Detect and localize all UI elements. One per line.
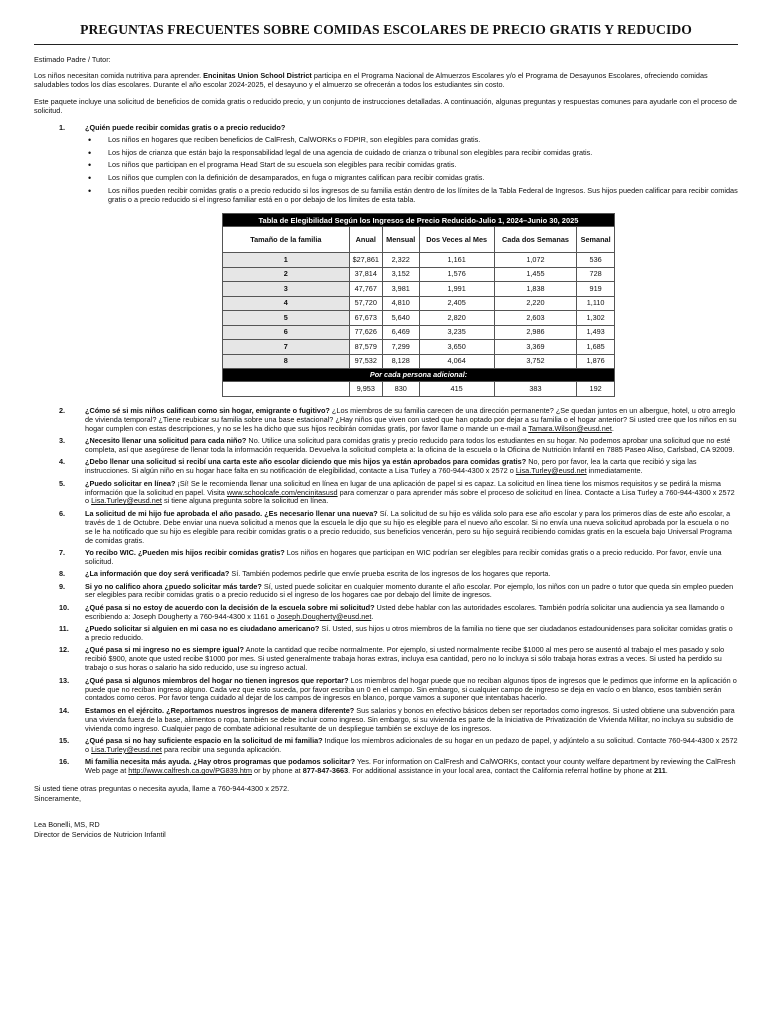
additional-person-row [223, 382, 615, 397]
table-row [223, 267, 615, 282]
table-cell: 67,673 [349, 311, 382, 326]
faq-number: 14. [59, 705, 70, 715]
table-cell: 919 [577, 282, 615, 297]
faq-list [34, 124, 738, 397]
faq-number: 11. [59, 624, 69, 634]
table-row [223, 253, 615, 268]
table-cell: 1,493 [577, 325, 615, 340]
closing-block [34, 785, 738, 840]
faq-item-1 [34, 124, 738, 397]
faq-answer-text: Sí. Usted, sus hijos u otros miembros de la familia no tiene que ser ciudadanos estadounidenses para solicitar comidas gratis o a precio reducido. [85, 624, 733, 643]
table-row [223, 354, 615, 369]
table-header-cell: Anual [349, 227, 382, 253]
bullet-item: • Los niños en hogares que reciben beneficios de CalFresh, CalWORKs o FDPIR, son elegibles para comidas gratis. [85, 136, 738, 145]
table-row [223, 282, 615, 297]
table-cell: 536 [577, 253, 615, 268]
table-cell: 1,576 [419, 267, 494, 282]
table-cell: 2,603 [494, 311, 577, 326]
faq-item-4 [34, 458, 738, 476]
faq-item-10 [34, 604, 738, 622]
table-cell: 3,752 [494, 354, 577, 369]
faq-answer-text: Usted debe hablar con las autoridades escolares. También podría solicitar una audiencia ya sea llamando o escribiendo a: Joseph Dougherty a 760-944-4300 x 1161 o [85, 602, 725, 621]
faq-item-5 [34, 480, 738, 507]
bold-text: 211 [653, 766, 666, 776]
faq-number: 13. [59, 675, 70, 685]
faq-item-13 [34, 677, 738, 704]
greeting: Estimado Padre / Tutor: [34, 54, 111, 64]
intro-paragraph-1: Los niños necesitan comida nutritiva para aprender. Encinitas Union School District participa en el Programa Nacional de Almuerzos Escolares y/o el Programa de Desayunos Escolares, ofreciendo comidas saludables todos los días escolares. Durante el año escolar 2024-2025, el desayuno y el almuerzo se ofrecerán a todos los estudiantes sin costo. [34, 71, 708, 90]
bullet-item: • Los niños que participan en el programa Head Start de su escuela son elegibles para recibir comidas gratis. [85, 161, 738, 170]
faq-answer-text: ¿Los miembros de su familia carecen de una dirección permanente? ¿Se quedan juntos en un albergue, hotel, u otro arreglo de vivienda temporal? ¿Tiene reubicar su familia sobre una base estacional? ¿Hay niños que viven con usted que han optado por dejar a su familia o el hogar anterior? Si usted cree que los niños en su hogar cumplen con estas descripciones, y no se les ha dicho que sus hijos recibirán comidas gratis, por favor llame o mande un e-mail a [85, 405, 737, 433]
faq-number: 8. [59, 569, 66, 579]
faq-item-3 [34, 437, 738, 455]
family-size-cell: 6 [223, 325, 350, 340]
signer-name: Lea Bonelli, MS, RD [34, 819, 100, 829]
closing-salutation: Sinceramente, [34, 793, 82, 803]
faq-question: ¿Debo llenar una solicitud si recibí una carta este año escolar diciendo que mis hijos ya están aprobados para comidas gratis? [85, 457, 527, 467]
table-cell: 97,532 [349, 354, 382, 369]
table-cell: 1,991 [419, 282, 494, 297]
contact-link[interactable]: Tamara.Wilson@eusd.net [528, 423, 612, 433]
faq-question: ¿Quién puede recibir comidas gratis o a precio reducido? [85, 123, 286, 133]
faq-answer-text: Indique los miembros adicionales de su hogar en un pedazo de papel, y adjúntelo a su solicitud. Contacte 760-944-4300 x 2572 o [85, 735, 738, 754]
table-title-row [223, 214, 615, 227]
faq-answer-text: . [371, 611, 374, 621]
page-title: PREGUNTAS FRECUENTES SOBRE COMIDAS ESCOLARES DE PRECIO GRATIS Y REDUCIDO [80, 22, 692, 37]
faq-answer-text: No. Utilice una solicitud para comidas gratis y precio reducido para todos los estudiantes en su hogar. No podemos aprobar una solicitud que no esté completa, así que asegúrese de llenar toda la información requerida. Devuelva la solicitud completa a: la oficina de la escuela o la Oficina de Nutrición Infantil en 7885 Paseo Aliso, Carlsbad, CA 92009. [85, 436, 735, 455]
contact-link[interactable]: Lisa.Turley@eusd.net [91, 496, 162, 506]
table-cell: 1,685 [577, 340, 615, 355]
faq-answer-text: Yes. For information on CalFresh and CalWORKs, contact your county welfare department by reviewing the CalFresh Web page at [85, 757, 736, 776]
faq-answer-text: Sus salarios y bonos en efectivo básicos deben ser reportados como ingresos. Si usted obtiene una subvención para una vivienda fuera de la base, alimentos o ropa, también se debe incluir como ingreso. Sin embargo, si su vivienda es parte de la Iniciativa de Privatización de Vivienda Militar, no incluya su subsidio de vivienda como ingreso. Cualquier pago de combate adicional resultante de un despliegue también se excluye de los ingresos. [85, 705, 735, 733]
faq-question: ¿Necesito llenar una solicitud para cada niño? [85, 436, 247, 446]
income-table-wrapper [85, 213, 738, 397]
bullet-item: • Los niños que cumplen con la definición de desamparados, en fuga o migrantes califican para recibir comidas gratis. [85, 174, 738, 183]
table-cell: 7,299 [382, 340, 419, 355]
table-cell: 3,235 [419, 325, 494, 340]
contact-link[interactable]: www.schoolcafe.com/encinitasusd [226, 487, 338, 497]
table-cell [223, 382, 350, 397]
faq-question: ¿Puedo solicitar si alguien en mi casa no es ciudadano americano? [85, 624, 320, 634]
table-cell: 2,405 [419, 296, 494, 311]
table-cell: 3,152 [382, 267, 419, 282]
faq-item-9 [34, 583, 738, 601]
family-size-cell: 7 [223, 340, 350, 355]
table-cell: 192 [577, 382, 615, 397]
table-cell: 1,302 [577, 311, 615, 326]
table-cell: 3,369 [494, 340, 577, 355]
table-cell: 1,876 [577, 354, 615, 369]
bold-text: 877-847-3663 [302, 766, 349, 776]
table-cell: 3,981 [382, 282, 419, 297]
income-eligibility-table [222, 213, 615, 397]
faq-item-15 [34, 737, 738, 755]
faq-answer-text: si tiene alguna pregunta sobre la solicitud en línea. [161, 496, 329, 506]
faq-number: 7. [59, 547, 66, 557]
table-cell: 5,640 [382, 311, 419, 326]
faq-number: 10. [59, 602, 70, 612]
table-body [223, 253, 615, 369]
contact-link[interactable]: http://www.calfresh.ca.gov/PG839.htm [128, 766, 252, 776]
faq-question: ¿Puedo solicitar en línea? [85, 478, 176, 488]
faq-number: 4. [59, 457, 66, 467]
table-header-cell: Dos Veces al Mes [419, 227, 494, 253]
family-size-cell: 2 [223, 267, 350, 282]
table-header-cell: Tamaño de la familia [223, 227, 350, 253]
faq-number: 16. [59, 757, 70, 767]
faq-list-continued [34, 407, 738, 776]
family-size-cell: 4 [223, 296, 350, 311]
faq-answer-text: Sí, usted puede solicitar en cualquier momento durante el año escolar. Por ejemplo, los niños con un padre o tutor que queda sin empleo pueden ser elegibles para recibir comidas gratis o a precio reducido si el ingreso de los hogares cae por debajo del límite de ingresos. [85, 581, 734, 600]
additional-label-row [223, 369, 615, 382]
district-name: Encinitas Union School District [203, 71, 312, 81]
faq-answer-text: Sí. También podemos pedirle que envíe prueba escrita de los ingresos de los hogares que reporta. [229, 569, 551, 579]
table-cell: 1,455 [494, 267, 577, 282]
table-header-cell: Semanal [577, 227, 615, 253]
faq-question: Yo recibo WIC. ¿Pueden mis hijos recibir comidas gratis? [85, 547, 285, 557]
faq-number: 15. [59, 735, 70, 745]
intro-paragraph-2: Este paquete incluye una solicitud de beneficios de comida gratis o reducido precio, y un conjunto de instrucciones detalladas. A continuación, algunas preguntas y respuestas comunes para ayudarle con el proceso de solicitud. [34, 97, 737, 116]
faq-item-16 [34, 758, 738, 776]
signer-role: Director de Servicios de Nutricion Infantil [34, 829, 166, 839]
faq-number: 9. [59, 581, 66, 591]
family-size-cell: 1 [223, 253, 350, 268]
table-row [223, 325, 615, 340]
table-header-cell: Mensual [382, 227, 419, 253]
faq-question: ¿La información que doy será verificada? [85, 569, 230, 579]
additional-person-label: Por cada persona adicional: [223, 369, 615, 382]
family-size-cell: 3 [223, 282, 350, 297]
table-row [223, 311, 615, 326]
faq-item-2 [34, 407, 738, 434]
contact-link[interactable]: Lisa.Turley@eusd.net [91, 744, 162, 754]
eligibility-bullets [85, 136, 738, 205]
table-cell: 37,814 [349, 267, 382, 282]
family-size-cell: 8 [223, 354, 350, 369]
table-cell: 4,064 [419, 354, 494, 369]
table-cell: 57,720 [349, 296, 382, 311]
faq-item-8 [34, 570, 738, 579]
faq-answer-text: . [665, 766, 668, 776]
faq-answer-text: or by phone at [251, 766, 303, 776]
faq-number: 5. [59, 478, 66, 488]
table-row [223, 296, 615, 311]
table-row [223, 340, 615, 355]
faq-answer-text: No, pero por favor, lea la carta que recibió y siga las instrucciones. Si algún niño en su hogar hace falta en su notificación de elegibilidad, contacte a Lisa Turley a 760-944-4300 x 2572 o [85, 457, 697, 476]
table-cell: 3,650 [419, 340, 494, 355]
table-cell: 6,469 [382, 325, 419, 340]
table-cell: 415 [419, 382, 494, 397]
faq-number: 6. [59, 508, 66, 518]
faq-question: ¿Qué pasa si algunos miembros del hogar no tienen ingresos que reportar? [85, 675, 349, 685]
faq-item-12 [34, 646, 738, 673]
faq-question: ¿Qué pasa si no hay suficiente espacio en la solicitud de mi familia? [85, 735, 323, 745]
faq-number: 3. [59, 436, 66, 446]
closing-line: Si usted tiene otras preguntas o necesita ayuda, llame a 760-944-4300 x 2572. [34, 784, 290, 794]
contact-link[interactable]: Lisa.Turley@eusd.net [515, 466, 587, 476]
faq-answer-text: inmediatamente. [586, 466, 643, 476]
table-cell: 728 [577, 267, 615, 282]
faq-item-7 [34, 549, 738, 567]
table-cell: 1,838 [494, 282, 577, 297]
table-cell: 1,161 [419, 253, 494, 268]
table-header-row [223, 227, 615, 253]
table-cell: 8,128 [382, 354, 419, 369]
bullet-item: • Los hijos de crianza que están bajo la responsabilidad legal de una agencia de cuidado de crianza o tribunal son elegibles para recibir comidas gratis. [85, 149, 738, 158]
faq-answer-text: para comenzar o para aprender más sobre el proceso de solicitud en línea. Contacte a Lisa Turley a 760-944-4300 x 2572 o [85, 487, 735, 506]
faq-question: La solicitud de mi hijo fue aprobada el año pasado. ¿Es necesario llenar una nueva? [85, 508, 378, 518]
table-cell: 2,322 [382, 253, 419, 268]
table-cell: 47,767 [349, 282, 382, 297]
family-size-cell: 5 [223, 311, 350, 326]
table-cell: 4,810 [382, 296, 419, 311]
table-cell: 830 [382, 382, 419, 397]
faq-answer-text: Los miembros del hogar puede que no reciban algunos tipos de ingresos que le pedimos que informe en la aplicación o puede que no reciban ingreso alguno. Cada vez que esto suceda, por favor escriba un 0 en el campo. Sin embargo, si cualquier campo de ingreso se deja en vacío o en blanco, esos también serán contados como ceros. Por favor tenga cuidado al dejar de los campos de ingresos en blanco, porque vamos a suponer que intentabas hacerlo. [85, 675, 737, 703]
faq-number: 2. [59, 405, 66, 415]
table-cell: 383 [494, 382, 577, 397]
contact-link[interactable]: Joseph.Dougherty@eusd.net [276, 611, 372, 621]
bullet-item: • Los niños pueden recibir comidas gratis o a precio reducido si los ingresos de su familia están dentro de los límites de la Tabla Federal de Ingresos. Sus hijos pueden calificar para recibir comidas gratis o a precio reducido si el ingreso familiar está en o por debajo de los límites de esta tabla. [85, 187, 738, 205]
faq-question: ¿Qué pasa si no estoy de acuerdo con la decisión de la escuela sobre mi solicitud? [85, 602, 375, 612]
table-cell: 1,110 [577, 296, 615, 311]
table-cell: 2,820 [419, 311, 494, 326]
table-cell: 77,626 [349, 325, 382, 340]
faq-question: Mi familia necesita más ayuda. ¿Hay otros programas que podamos solicitar? [85, 757, 356, 767]
faq-item-14 [34, 707, 738, 734]
faq-answer-text: Sí. La solicitud de su hijo es válida solo para ese año escolar y para los primeros días de este año escolar, a través de 1 de Octubre. Debe enviar una nueva solicitud a menos que la escuela le dijo que su hijo es elegible para el nuevo año escolar. Si no envía una nueva solicitud aprobada por la escuela o no se le ha notificado que su hijo es elegible para recibir comidas gratis o a precio reducido, sus beneficios vencerán, pero su hijo seguirá recibiendo comidas gratis en la escuela bajo Universal Programa de comidas gratis. [85, 508, 732, 545]
faq-number: 12. [59, 645, 70, 655]
table-cell: 2,986 [494, 325, 577, 340]
faq-question: ¿Cómo sé si mis niños califican como sin hogar, emigrante o fugitivo? [85, 405, 330, 415]
faq-question: ¿Qué pasa si mi ingreso no es siempre igual? [85, 645, 244, 655]
faq-answer-text: . [611, 423, 614, 433]
table-title: Tabla de Elegibilidad Según los Ingresos de Precio Reducido-Julio 1, 2024–Junio 30, 2025 [223, 214, 615, 227]
faq-item-11 [34, 625, 738, 643]
faq-answer-text: . For additional assistance in your local area, contact the California referral hotline by phone at [348, 766, 654, 776]
document-page [34, 22, 738, 841]
faq-answer-text: Anote la cantidad que recibe normalmente. Por ejemplo, si usted normalmente recibe $1000 al mes pero se ausentó al trabajo el mes pasado y solo recibió $900, anote que usted recibe $1000 por mes. Si usted generalmente trabaja horas extras, incluya esa cantidad, pero no lo incluya si sólo trabaja horas extras a veces. Si usted ha perdido su trabajo o sus horas o salario ha sido reducido, use su ingreso actual. [85, 645, 725, 673]
faq-question: Estamos en el ejército. ¿Reportamos nuestros ingresos de manera diferente? [85, 705, 355, 715]
table-header-cell: Cada dos Semanas [494, 227, 577, 253]
faq-answer-text: Los niños en hogares que participan en WIC podrían ser elegibles para recibir comidas gratis o a precio reducido. Por favor, envíe una solicitud. [85, 547, 722, 566]
table-cell: 9,953 [349, 382, 382, 397]
faq-number: 1. [59, 123, 66, 133]
faq-answer-text: ¡Sí! Se le recomienda llenar una solicitud en línea en lugar de una aplicación de papel si es capaz. La solicitud en línea tiene los mismos requisitos y se pedirá la misma información que la solicitud en papel. Visita [85, 478, 721, 497]
faq-answer-text: para recibir una segunda aplicación. [161, 744, 282, 754]
faq-question: Si yo no califico ahora ¿puedo solicitar más tarde? [85, 581, 262, 591]
title-divider [34, 44, 738, 45]
table-cell: $27,861 [349, 253, 382, 268]
faq-item-6 [34, 510, 738, 546]
table-cell: 1,072 [494, 253, 577, 268]
table-cell: 87,579 [349, 340, 382, 355]
table-cell: 2,220 [494, 296, 577, 311]
